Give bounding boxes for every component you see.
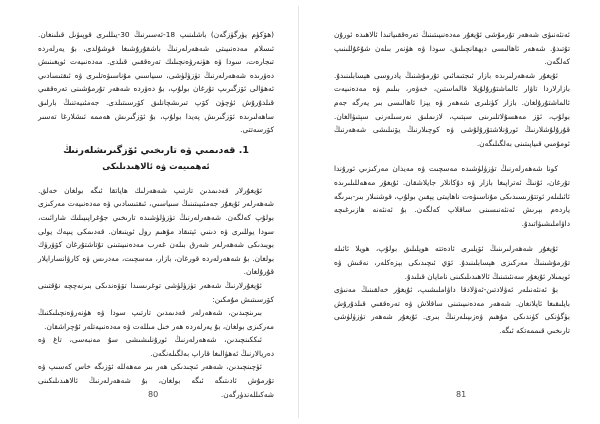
page-number-left: 80 bbox=[148, 390, 159, 399]
section-heading: 1. قەدىمىي ۋە تارىخىي ئۆزگىرىشلەرنىڭ bbox=[63, 144, 249, 156]
paragraph-5: بۇ ئەنئەنىلەر ئەۋلادتىن-ئەۋلادقا داۋاملىشىپ، ئۇيغۇر خەلقىنىڭ مەنىۋى بايلىقىغا ئايلانغان. شەھەر مەدەنىيىتىنى ساقلاش ۋە تەرەققىي قىلدۇرۇش بۈگۈنكى كۈندىكى مۇھىم ۋەزىپىلەرنىڭ بىرى. ئۇيغۇر شەھەر تۈزۈلۈشى تارىخىي قىممەتكە ئىگە. bbox=[334, 285, 570, 335]
paragraph-2: ئۇيغۇر شەھەرلىرىدە بازار ئىجتىمائىي تۇرمۇشنىڭ يادروسى ھېسابلىنىدۇ. بازارلاردا تاۋار ئالماشتۇرۇلۇپلا قالماستىن، خەۋەر، بىلىم ۋە مەدەنىيەت ئالماشتۇرۇلغان. بازار كۈنلىرى شەھەر ۋە يېزا ئاھالىسى بىر يەرگە جەم بولۇپ، ئۆز مەھسۇلاتلىرىنى سېتىپ، لازىملىق نەرسىلەرنى سېتىۋالغان. قۇرۇلۇشلارنىڭ ئورۇنلاشتۇرۇلۇشى ۋە كوچىلارنىڭ يۆنىلىشى شەھەرنىڭ ئومۇمىي قىياپىتىنى بەلگىلىگەن. bbox=[334, 70, 570, 148]
gutter-divider bbox=[298, 6, 299, 418]
paragraph-3: كونا شەھەرلەرنىڭ تۈزۈلۈشىدە مەسچىت ۋە مەيدان مەركىزىي ئورۇندا تۇرغان، ئۇنىڭ ئەتراپىغا بازار ۋە دۇكانلار جايلاشقان. ئۇيغۇر مەھەللىلىرىدە ئائىلىلەر ئوتتۇرىسىدىكى مۇناسىۋەت ناھايىتى يېقىن بولۇپ، قوشنىلار بىر-بىرىگە ياردەم بېرىش ئەنئەنىسىنى ساقلاپ كەلگەن. بۇ ئەنئەنە ھازىرغىچە داۋاملىشىۋاتىدۇ. bbox=[334, 164, 570, 228]
right-page bbox=[300, 0, 600, 424]
paragraph-4: ئۇيغۇر شەھەرلىرىنىڭ ئۆيلىرى ئادەتتە ھويلىلىق بولۇپ، ھويلا ئائىلە تۇرمۇشىنىڭ مەركىزى ھېسابلىنىدۇ. ئۆي ئىچىدىكى بېزەكلەر، نەقىش ۋە ئويمىلار ئۇيغۇر سەنئىتىنىڭ ئالاھىدىلىكىنى نامايان قىلىدۇ. bbox=[334, 244, 570, 281]
intro-paragraph: (ھۆكۈم يۈرگۈزگەن) باشلىنىپ 18-ئەسىرنىڭ 30-يىللىرى قوپىۋىل قىلىنغان. ئىسلام مەدەنىيىتى شەھەرلەرنىڭ باشقۇرۇشىغا قوشۇلدى، بۇ يەرلەردە تىجارەت، سودا ۋە ھۈنەرۋەنچىلىك تەرەققىي قىلدى. مەدەنىيەت ئويغىنىش دەۋرىدە شەھەرلەرنىڭ تۈزۈلۈشى، سىياسىي مۇناسىۋەتلىرى ۋە ئىقتىسادىي ئەھۋالى ئۆزگىرىپ تۇرغان بولۇپ، بۇ دەۋردە شەھەر تۇرمۇشىنى تەرەققىي قىلدۇرۇش ئۈچۈن كۆپ تىرىشچانلىق كۆرسىتىلدى. جەمئىيەتنىڭ بارلىق ساھەلىرىدە ئۆزگىرىش پەيدا بولۇپ، بۇ ئۆزگىرىش ھەممە ئىشلارغا تەسىر كۆرسەتتى. bbox=[38, 30, 274, 135]
point-3: ئۈچىنچىدىن، شەھەر ئىچىدىكى ھەر بىر مەھەللە ئۆزىگە خاس كەسىپ ۋە تۇرمۇش ئادىتىگە ئىگە بولغان، بۇ شەھەرلەرنىڭ ئالاھىدىلىكىنى شەكىللەندۈرگەن. bbox=[38, 362, 274, 399]
section-subheading: ئەھمىيەت ۋە ئالاھىدىلىكى bbox=[102, 161, 210, 172]
page-number-right: 81 bbox=[456, 390, 467, 399]
point-1: بىرىنچىدىن، شەھەرلەر قەدىمدىن تارتىپ سودا ۋە ھۈنەرۋەنچىلىكنىڭ مەركىزى بولغان، بۇ يەرلەردە ھەر خىل مىللەت ۋە مەدەنىيەتلەر ئۇچراشقان. bbox=[38, 308, 274, 331]
left-page-text bbox=[38, 28, 274, 401]
section-paragraph: ئۇيغۇرلار قەدىمدىن تارتىپ شەھەرلىك ھاياتقا ئىگە بولغان خەلق. شەھەرلەر ئۇيغۇر جەمئىيىتىنىڭ سىياسىي، ئىقتىسادىي ۋە مەدەنىيەت مەركىزى بولۇپ كەلگەن. شەھەرلەرنىڭ تۈزۈلۈشىدە تارىخىي جۇغراپىيىلىك شارائىت، سودا يوللىرى ۋە دىنىي ئېتىقاد مۇھىم رول ئوينىغان. قەدىمكى يىپەك يولى بويىدىكى شەھەرلەر شەرق بىلەن غەرب مەدەنىيىتىنى تۇتاشتۇرغان كۆۋرۈك بولغان. بۇ شەھەرلەردە قورغان، بازار، مەسچىت، مەدرىس ۋە كارۋانسارايلار قۇرۇلغان. bbox=[38, 185, 274, 277]
point-2: ئىككىنچىدىن، شەھەرلەرنىڭ ئورۇنلىشىشى سۇ مەنبەسى، تاغ ۋە دەريالارنىڭ ئەھۋالىغا قاراپ بەلگىلەنگەن. bbox=[38, 335, 274, 358]
right-page-text bbox=[334, 28, 570, 337]
paragraph-1: ئەنئەنىۋى شەھەر تۇرمۇشى ئۇيغۇر مەدەنىيىتىنىڭ تەرەققىياتىدا ئالاھىدە ئورۇن تۇتىدۇ. شەھەر ئاھالىسى دېھقانچىلىق، سودا ۋە ھۈنەر بىلەن شۇغۇللىنىپ كەلگەن. bbox=[334, 30, 570, 67]
points-lead: ئۇيغۇرلارنىڭ شەھەر تۈزۈلۈشى توغرىسىدا تۆۋەندىكى بىرنەچچە نۇقتىنى كۆرسىتىش مۇمكىن: bbox=[38, 280, 274, 304]
